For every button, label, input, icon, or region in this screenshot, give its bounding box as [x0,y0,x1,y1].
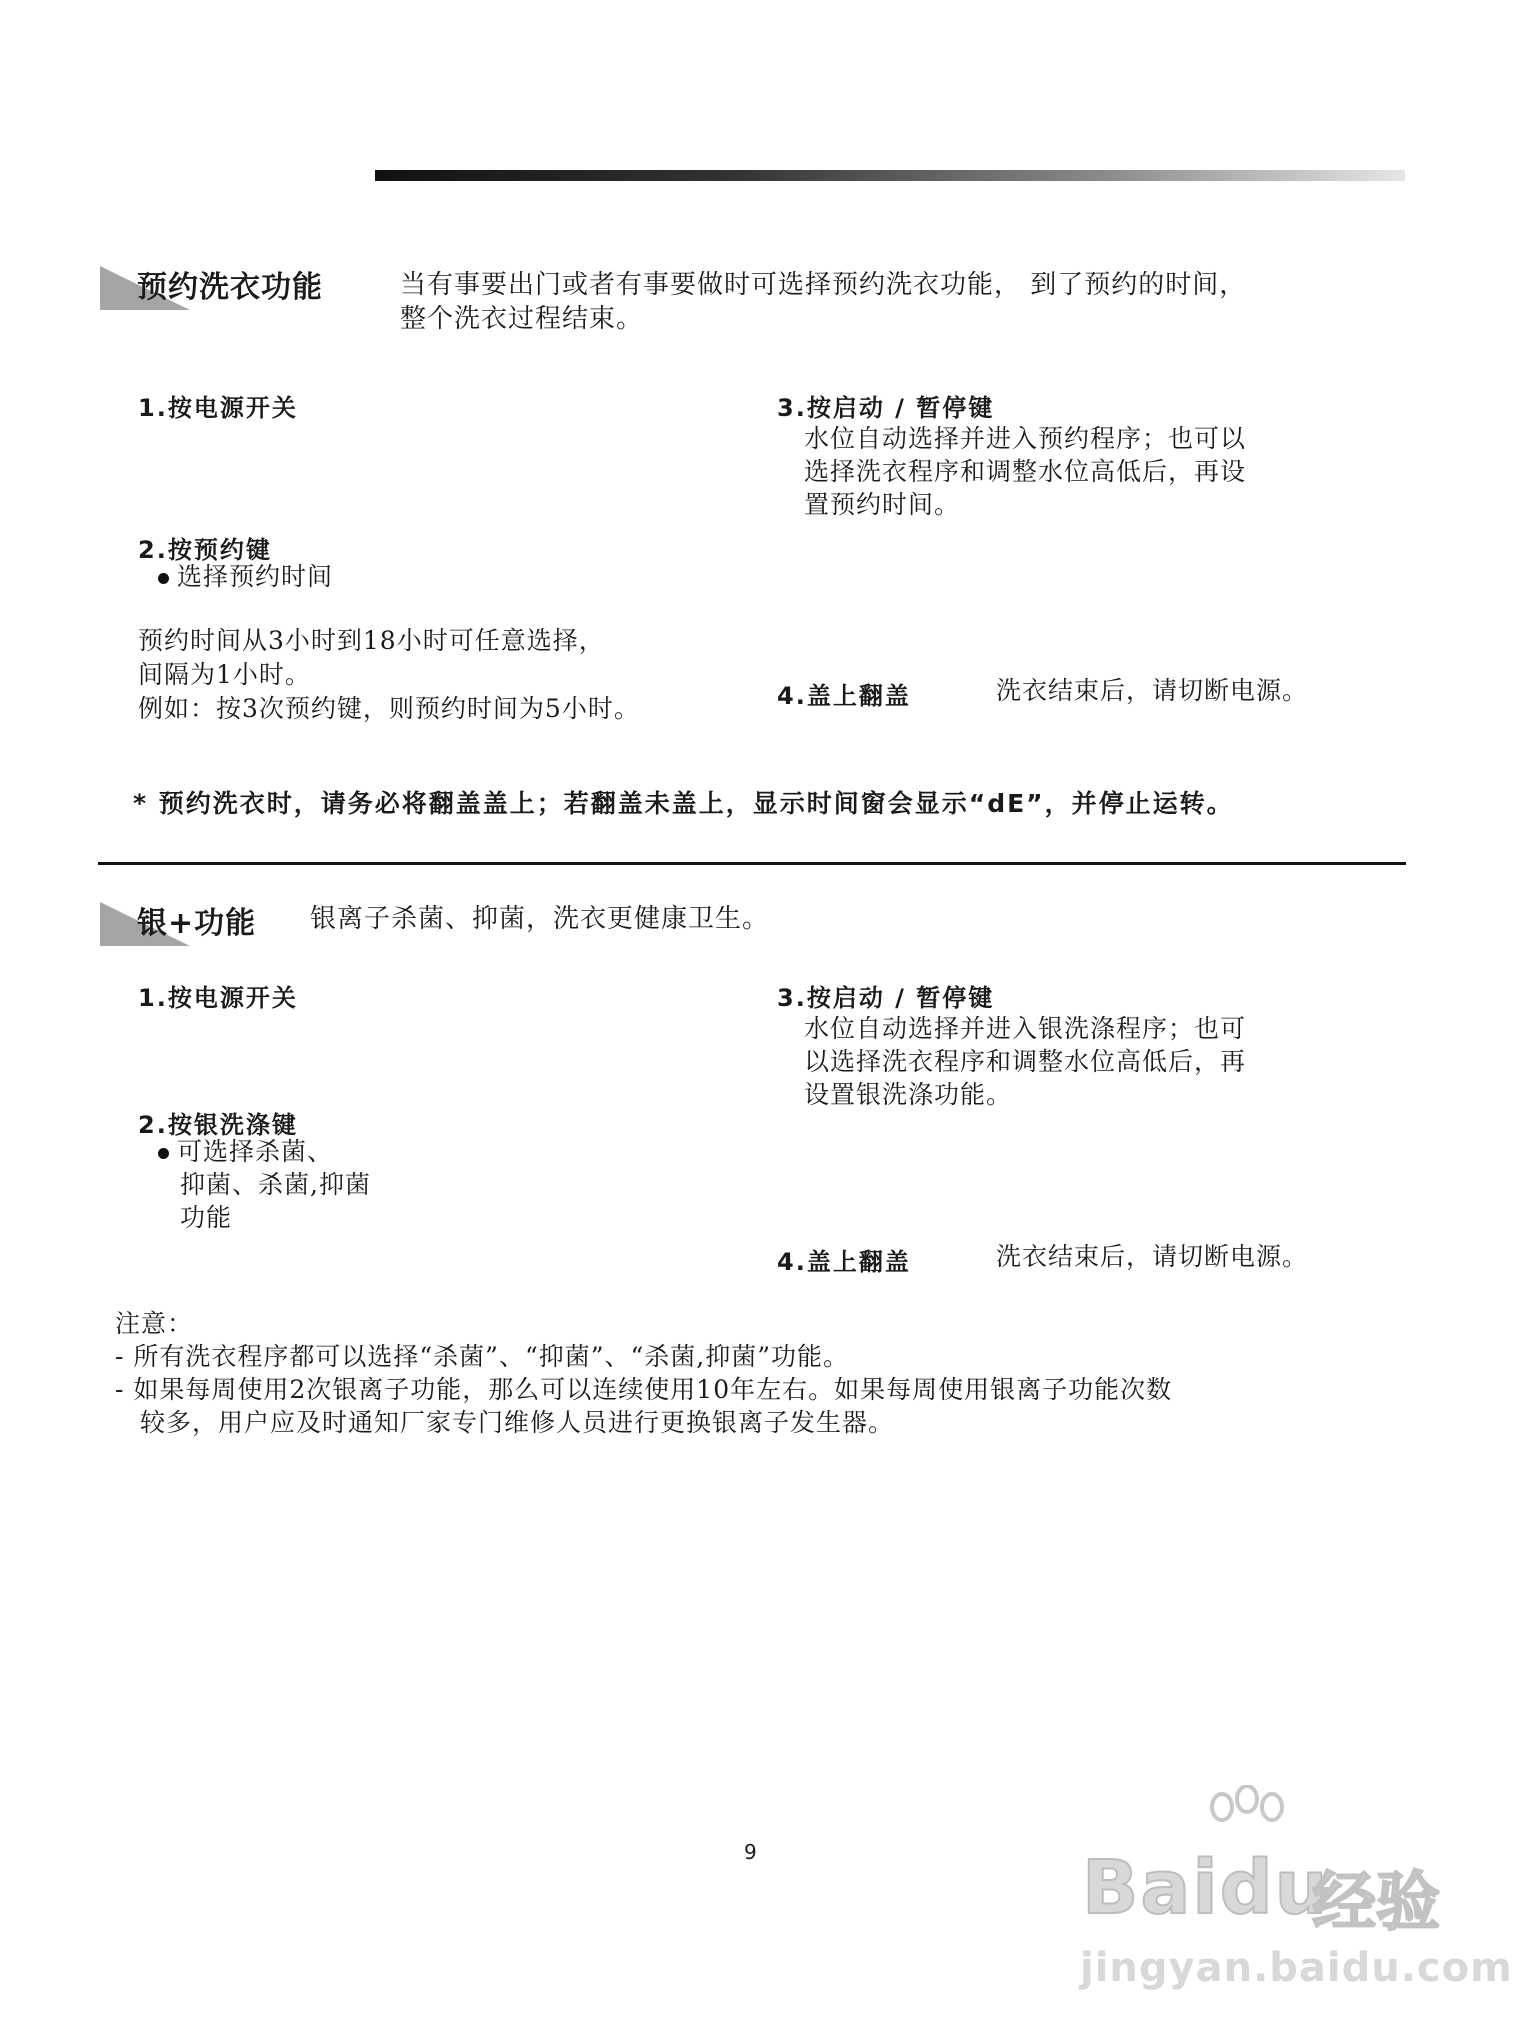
step3-text-line3: 置预约时间。 [804,490,961,519]
step2-bullet-item [158,560,333,593]
section-title-silver: 银+功能 [137,906,257,941]
header-gradient-bar [375,170,1405,181]
step3-text-line1: 水位自动选择并进入预约程序；也可以 [804,424,1247,453]
step2-text-line3: 功能 [180,1203,233,1232]
step4-close-lid: 4.盖上翻盖 [777,1248,911,1276]
reservation-note-line1: 预约时间从3小时到18小时可任意选择， [138,626,605,655]
step2-reservation-key: 2.按预约键 [138,536,272,564]
notes-heading: 注意： [115,1309,194,1338]
notes-item1: - 所有洗衣程序都可以选择“杀菌”、“抑菌”、“杀菌,抑菌”功能。 [115,1342,850,1371]
step4-text: 洗衣结束后，请切断电源。 [996,1242,1309,1271]
step2-silver-wash-key: 2.按银洗涤键 [138,1111,298,1139]
baidu-watermark [1072,1785,1513,2005]
step4-close-lid: 4.盖上翻盖 [777,682,911,710]
step3-text-line2: 以选择洗衣程序和调整水位高低后，再 [804,1047,1247,1076]
section-divider [98,862,1406,865]
section-title-reservation: 预约洗衣功能 [137,270,323,305]
step2-bullet-text: 可选择杀菌、 [177,1137,334,1166]
step3-start-pause-key: 3.按启动 / 暂停键 [777,984,995,1012]
notes-item2-line2: 较多，用户应及时通知厂家专门维修人员进行更换银离子发生器。 [140,1408,895,1437]
step3-start-pause-key: 3.按启动 / 暂停键 [777,394,995,422]
watermark-brand: Baidu [1082,1845,1330,1931]
step2-bullet-text: 选择预约时间 [177,562,334,591]
reservation-warning: * 预约洗衣时，请务必将翻盖盖上；若翻盖未盖上，显示时间窗会显示“dE”，并停止运转。 [133,789,1234,818]
section-description-line1: 当有事要出门或者有事要做时可选择预约洗衣功能， 到了预约的时间， [400,270,1247,300]
section-description: 银离子杀菌、抑菌，洗衣更健康卫生。 [310,904,770,934]
step3-text-line1: 水位自动选择并进入银洗涤程序；也可 [804,1014,1247,1043]
bullet-icon [158,573,169,584]
step1-power-switch: 1.按电源开关 [138,394,298,422]
reservation-note-line3: 例如：按3次预约键，则预约时间为5小时。 [138,694,640,723]
bullet-icon [158,1148,169,1159]
step1-power-switch: 1.按电源开关 [138,984,298,1012]
watermark-url: jingyan.baidu.com [1080,1945,1513,1991]
step2-text-line2: 抑菌、杀菌,抑菌 [180,1170,371,1199]
step2-bullet-item [158,1135,333,1168]
watermark-cn: 经验 [1312,1866,1440,1940]
page-number: 9 [744,1840,757,1864]
step4-text: 洗衣结束后，请切断电源。 [996,676,1309,705]
reservation-note-line2: 间隔为1小时。 [138,660,311,689]
notes-item2-line1: - 如果每周使用2次银离子功能，那么可以连续使用10年左右。如果每周使用银离子功能次数 [115,1375,1173,1404]
step3-text-line2: 选择洗衣程序和调整水位高低后，再设 [804,457,1247,486]
step3-text-line3: 设置银洗涤功能。 [804,1080,1013,1109]
section-description-line2: 整个洗衣过程结束。 [400,304,644,334]
